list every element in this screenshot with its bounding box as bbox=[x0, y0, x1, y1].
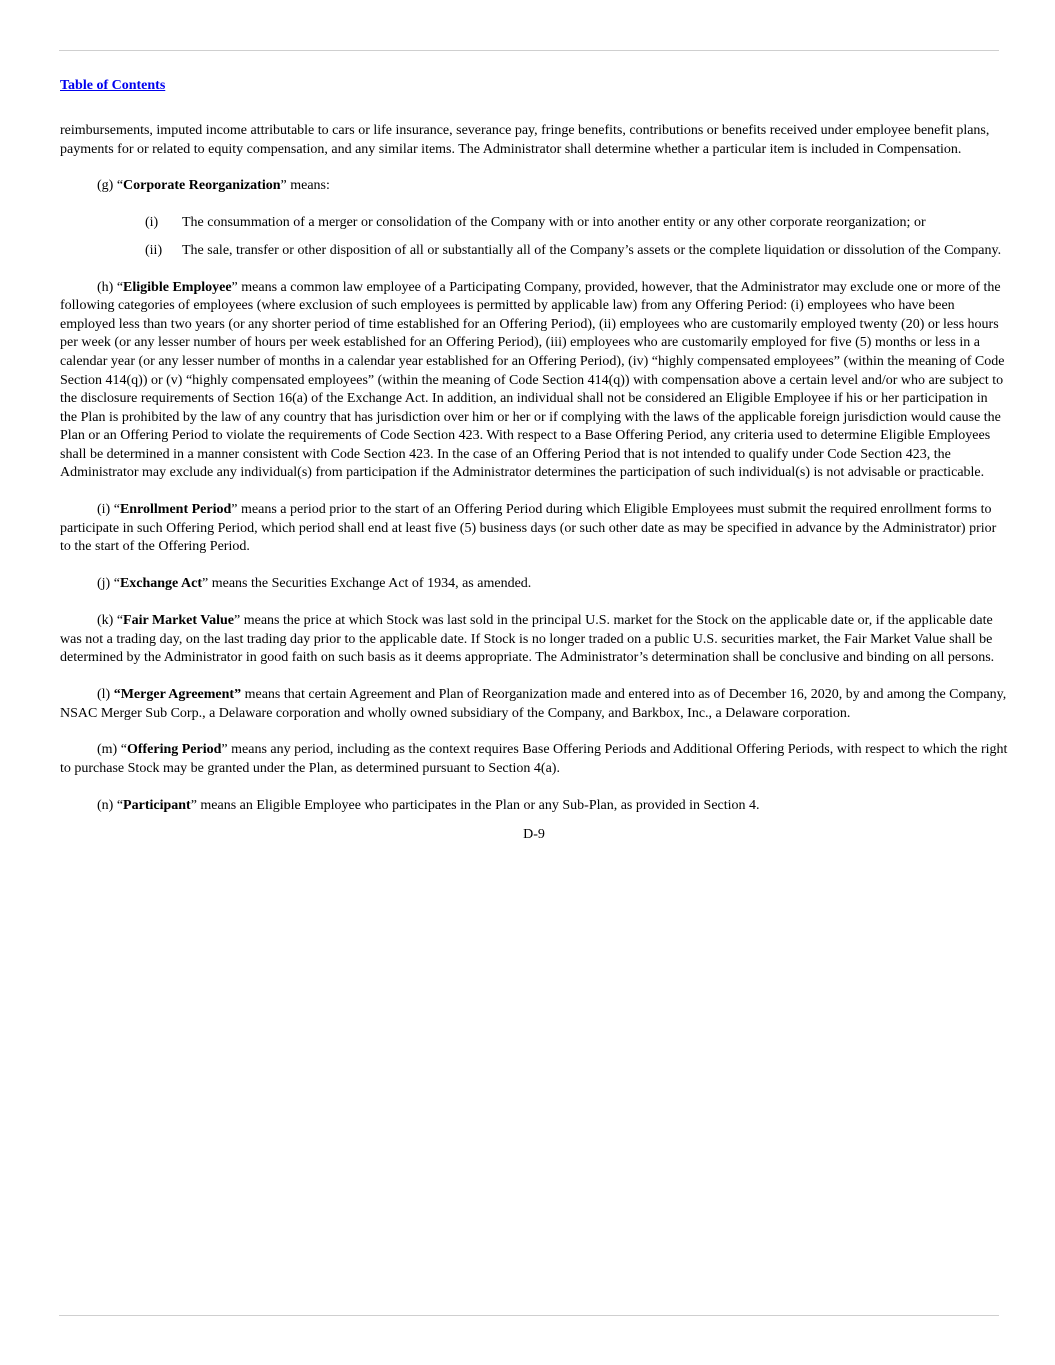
definition-prefix: (i) “ bbox=[97, 502, 120, 518]
definition-prefix: (n) “ bbox=[97, 797, 124, 813]
definition-text: ” means an Eligible Employee who participates in the Plan or any Sub-Plan, as provided in Section 4. bbox=[190, 797, 760, 813]
definition-text: ” means any period, including as the context requires Base Offering Periods and Additional Offering Periods, with respect to which the right to purchase Stock may be granted under the Plan, as determined pursuant to Section 4(a). bbox=[60, 742, 1008, 776]
defined-term: Enrollment Period bbox=[119, 502, 232, 518]
definition-prefix: (k) “ bbox=[97, 613, 124, 628]
list-item-number: (i) bbox=[145, 215, 159, 231]
defined-term: Corporate Reorganization bbox=[123, 178, 281, 194]
definition-i bbox=[60, 501, 1008, 557]
list-item bbox=[145, 242, 1008, 261]
list-item-number: (ii) bbox=[145, 242, 163, 258]
definition-prefix: (l) bbox=[97, 686, 114, 702]
bottom-divider bbox=[59, 1315, 999, 1316]
definition-l bbox=[60, 686, 1008, 723]
definition-text: ” means: bbox=[280, 178, 330, 194]
top-divider bbox=[59, 50, 999, 51]
definition-prefix: (h) “ bbox=[97, 279, 124, 295]
page-number: D-9 bbox=[523, 826, 545, 842]
definition-n bbox=[60, 797, 1008, 816]
defined-term: Offering Period bbox=[126, 742, 222, 758]
definition-prefix: (j) “ bbox=[97, 576, 120, 592]
defined-term: Fair Market Value bbox=[123, 613, 235, 628]
defined-term: Exchange Act bbox=[119, 576, 202, 592]
defined-term: Eligible Employee bbox=[123, 279, 232, 295]
definition-prefix: (m) “ bbox=[97, 742, 127, 758]
list-item-text: The sale, transfer or other disposition of all or substantially all of the Company’s assets or the complete liquidation or dissolution of the Company. bbox=[182, 242, 1002, 258]
definition-h bbox=[60, 279, 1008, 484]
defined-term: Participant bbox=[123, 797, 191, 813]
definition-text: ” means a common law employee of a Participating Company, provided, however, that the Administrator may exclude one or more of the following categories of employees (where exclusion of such employees is permitted by applicable law) from any Offering Period: (i) employees who have been employed less than two years (or any shorter period of time established for an Offering Period), (ii) employees who are customarily employed twenty (20) or less hours per week (or any lesser number of hours per week established for an Offering Period), (iii) employees who are customarily employed for five (5) months or less in a calendar year (or any lesser number of months in a calendar year established for an Offering Period), (iv) “highly compensated employees” (within the meaning of Code Section 414(q)) or (v) “highly compensated employees” (within the meaning of Code Section 414(q)) with compensation above a certain level and/or who are subject to the disclosure requirements of Section 16(a) of the Exchange Act. In addition, an individual shall not be considered an Eligible Employee if his or her participation in the Plan is prohibited by the law of any country that has jurisdiction over him or her or if complying with the laws of the applicable foreign jurisdiction would cause the Plan or an Offering Period to violate the requirements of Code Section 423. With respect to a Base Offering Period, any criteria used to determine Eligible Employees shall be determined in a manner consistent with Code Section 423. In the case of an Offering Period that is not intended to qualify under Code Section 423, the Administrator may exclude any individual(s) from participation if the Administrator determines the participation of such individual(s) is not advisable or practicable. bbox=[60, 279, 1005, 481]
document-body bbox=[60, 122, 1008, 844]
list-item bbox=[145, 214, 1008, 233]
definition-j bbox=[60, 575, 1008, 594]
definition-m bbox=[60, 741, 1008, 778]
definition-text: ” means the Securities Exchange Act of 1934, as amended. bbox=[202, 576, 532, 592]
intro-paragraph: reimbursements, imputed income attributable to cars or life insurance, severance pay, fringe benefits, contributions or benefits received under employee benefit plans, payments for or related to equity compensation, and any similar items. The Administrator shall determine whether a particular item is included in Compensation. bbox=[60, 123, 990, 157]
definition-prefix: (g) “ bbox=[97, 178, 124, 194]
definition-g bbox=[60, 177, 1008, 196]
definition-text: ” means a period prior to the start of an Offering Period during which Eligible Employees must submit the required enrollment forms to participate in such Offering Period, which period shall end at least five (5) business days (or such other date as may be specified in advance by the Administrator) prior to the start of the Offering Period. bbox=[60, 502, 997, 555]
list-item-text: The consummation of a merger or consolidation of the Company with or into another entity or any other corporate reorganization; or bbox=[182, 215, 926, 231]
defined-term: “Merger Agreement” bbox=[113, 686, 242, 702]
definition-k bbox=[60, 612, 1008, 668]
definition-text: means that certain Agreement and Plan of Reorganization made and entered into as of December 16, 2020, by and among the Company, NSAC Merger Sub Corp., a Delaware corporation and wholly owned subsidiary of the Company, and Barkbox, Inc., a Delaware corporation. bbox=[60, 686, 1007, 721]
definition-text: ” means the price at which Stock was last sold in the principal U.S. market for the Stock on the applicable date or, if the applicable date was not a trading day, on the last trading day prior to the applicable date. If Stock is no longer traded on a public U.S. securities market, the Fair Market Value shall be determined by the Administrator in good faith on such basis as it deems appropriate. The Administrator’s determination shall be conclusive and binding on all persons. bbox=[60, 613, 995, 666]
table-of-contents-link[interactable]: Table of Contents bbox=[60, 78, 166, 93]
